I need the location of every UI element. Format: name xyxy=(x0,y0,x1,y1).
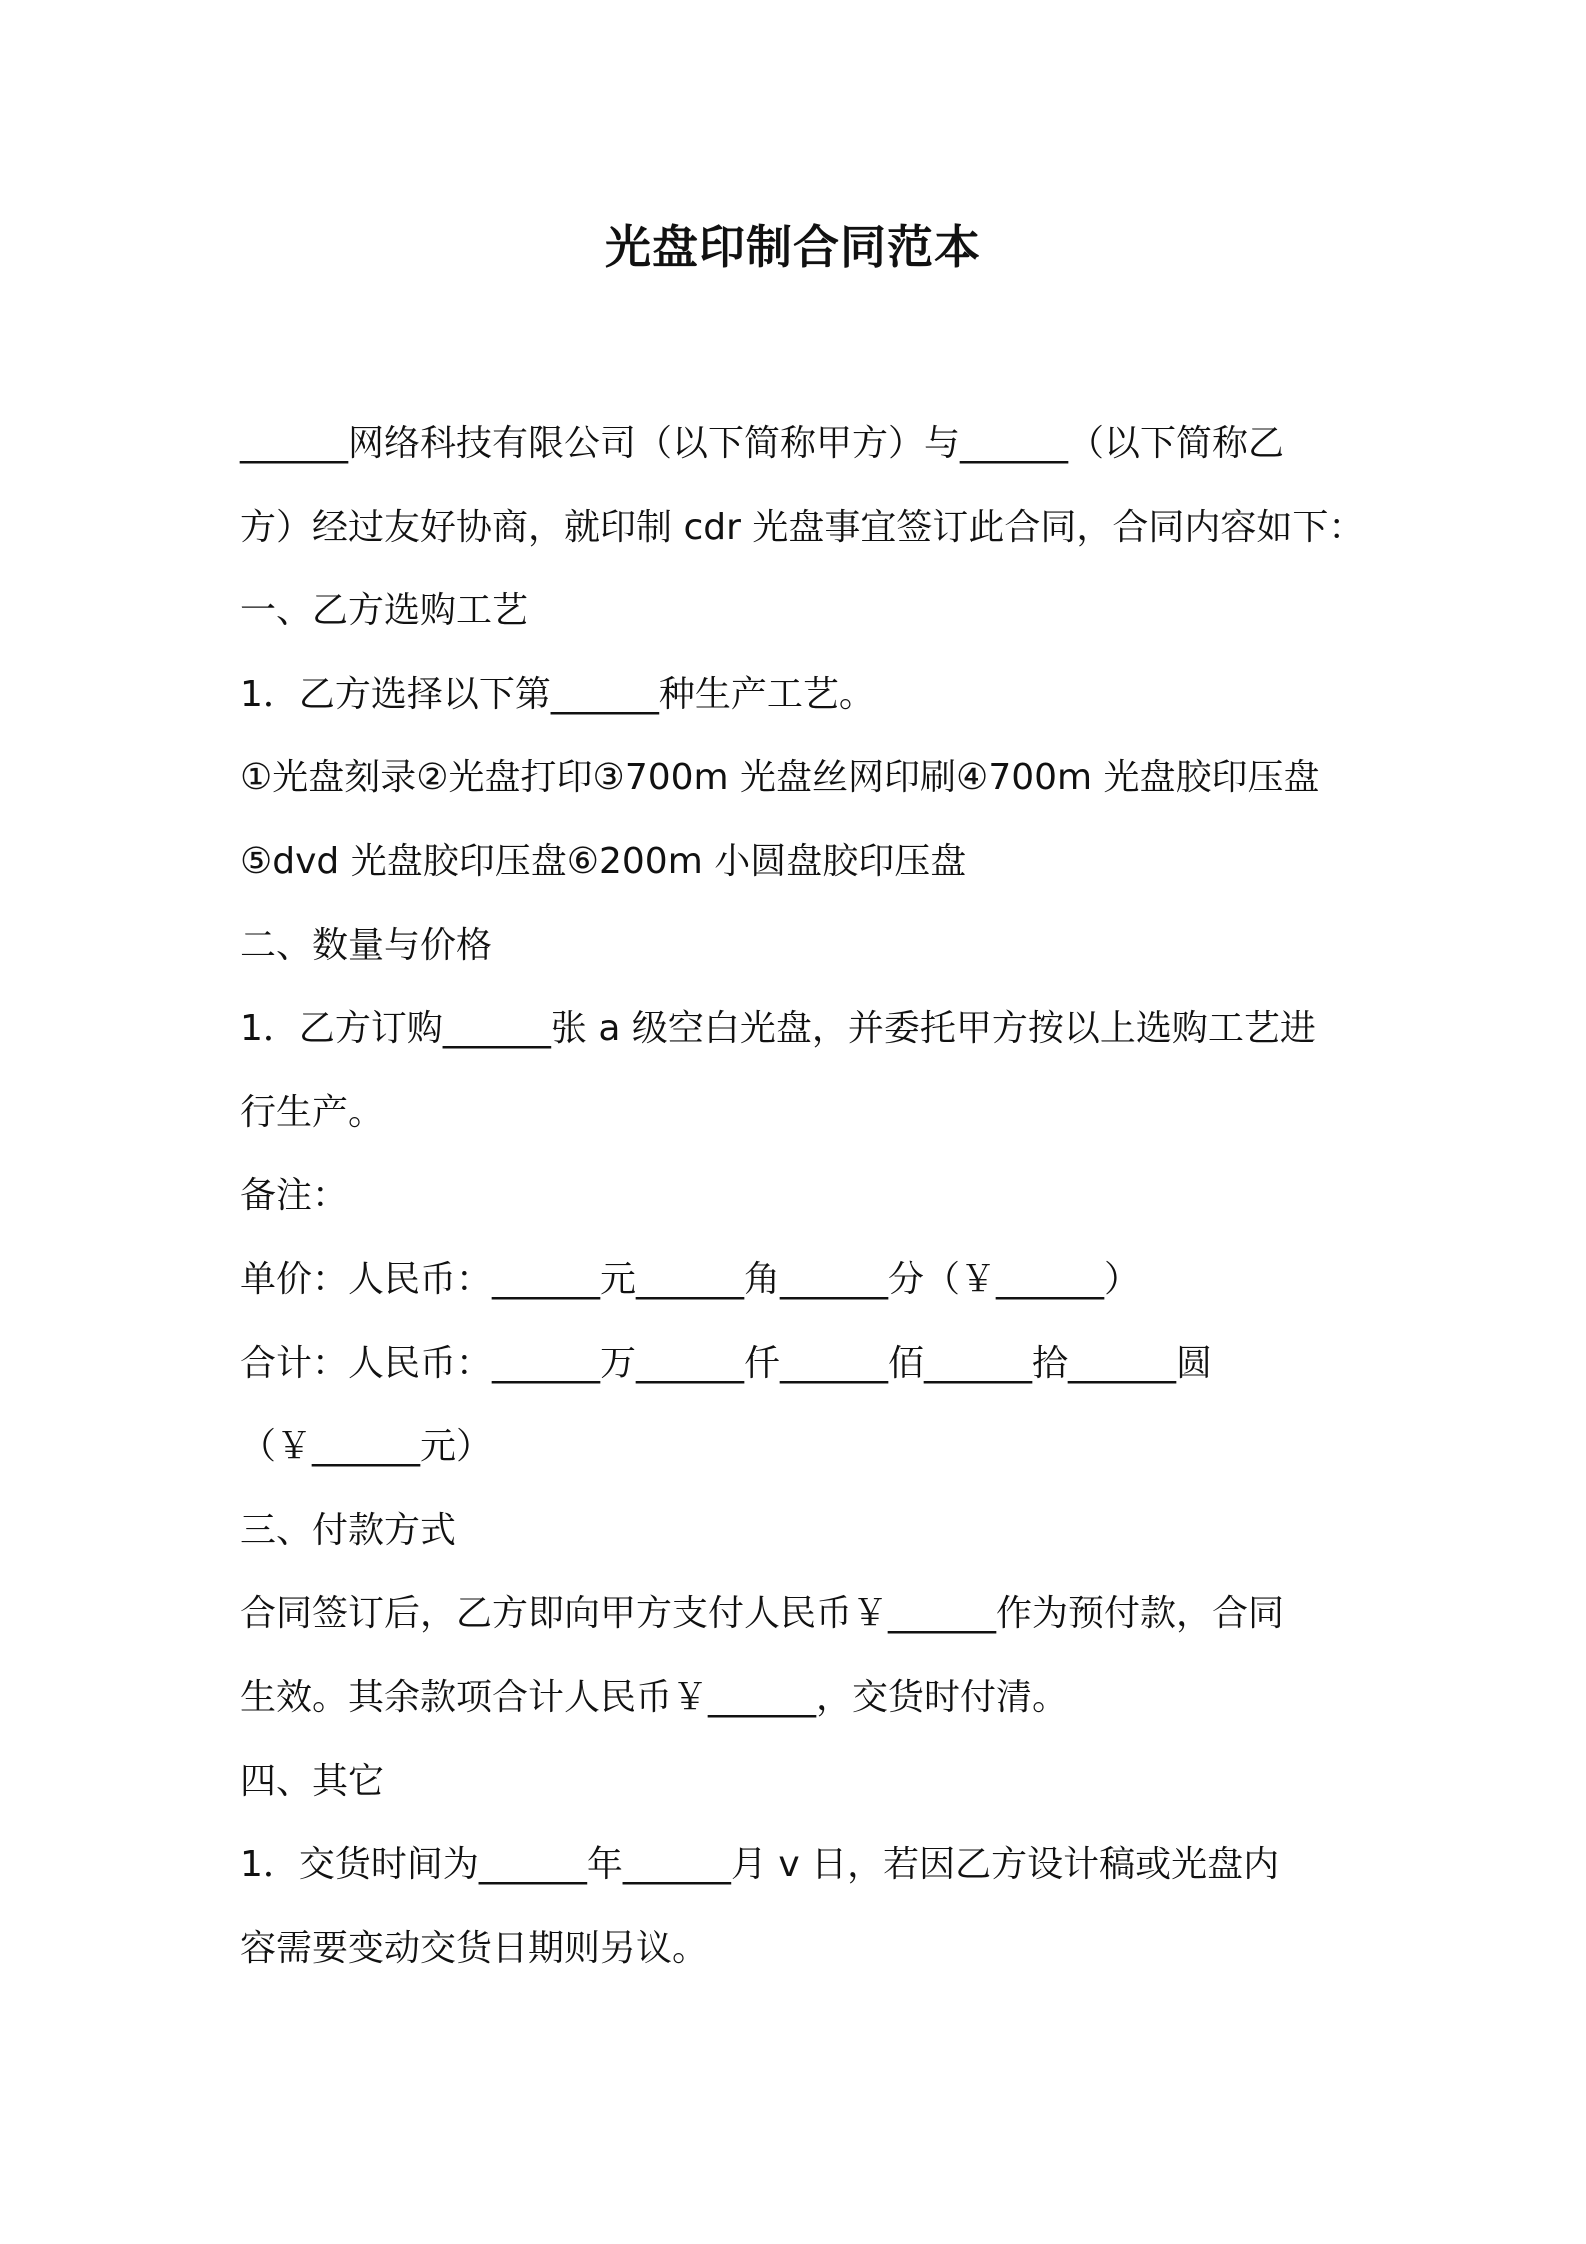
section-heading-process: 一、乙方选购工艺 xyxy=(240,590,529,632)
total-price-line-1: 合计：人民币：______万______仟______佰______拾______圆 xyxy=(240,1342,1213,1384)
process-options-line-2: ⑤dvd 光盘胶印压盘⑥200m 小圆盘胶印压盘 xyxy=(240,840,967,882)
paragraph-line-parties-2: 方）经过友好协商，就印制 cdr 光盘事宜签订此合同，合同内容如下： xyxy=(240,506,1365,548)
unit-price-line: 单价：人民币：______元______角______分（￥______） xyxy=(240,1258,1141,1300)
document-body xyxy=(240,402,1365,1990)
clause-quantity-line-1: 1．乙方订购______张 a 级空白光盘，并委托甲方按以上选购工艺进 xyxy=(240,1008,1316,1050)
delivery-clause-line-2: 容需要变动交货日期则另议。 xyxy=(240,1927,709,1969)
total-price-line-2: （￥______元） xyxy=(240,1426,493,1468)
payment-clause-line-2: 生效。其余款项合计人民币￥______，交货时付清。 xyxy=(240,1676,1069,1718)
paragraph-line-parties-1: ______网络科技有限公司（以下简称甲方）与______（以下简称乙 xyxy=(240,423,1285,464)
payment-clause-line-1: 合同签订后，乙方即向甲方支付人民币￥______作为预付款，合同 xyxy=(240,1593,1285,1635)
clause-quantity-line-2: 行生产。 xyxy=(240,1091,385,1133)
remarks-label: 备注： xyxy=(240,1175,349,1217)
section-heading-other: 四、其它 xyxy=(240,1760,385,1802)
section-heading-payment: 三、付款方式 xyxy=(240,1509,457,1551)
clause-process-choice: 1．乙方选择以下第______种生产工艺。 xyxy=(240,673,875,715)
document-title: 光盘印制合同范本 xyxy=(605,220,981,274)
delivery-clause-line-1: 1．交货时间为______年______月 v 日，若因乙方设计稿或光盘内 xyxy=(240,1844,1280,1886)
process-options-line-1: ①光盘刻录②光盘打印③700m 光盘丝网印刷④700m 光盘胶印压盘 xyxy=(240,757,1320,799)
section-heading-quantity-price: 二、数量与价格 xyxy=(240,924,493,966)
